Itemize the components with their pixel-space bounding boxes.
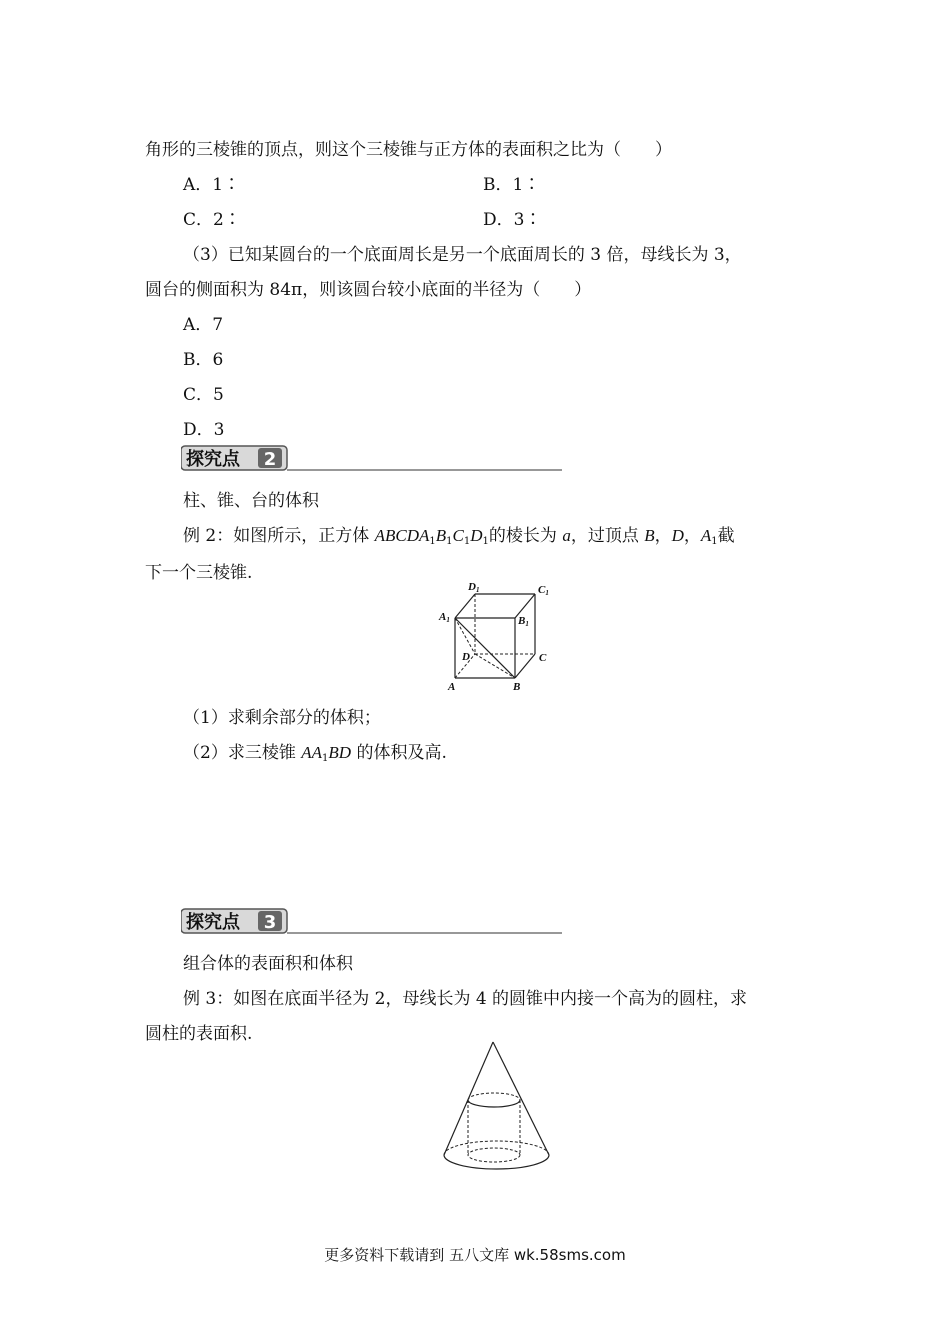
footer-text: 更多资料下载请到 五八文库 wk.58sms.com — [324, 1246, 626, 1264]
label-A1: A1 — [439, 611, 450, 624]
label-A: A — [448, 681, 456, 693]
q3-option-d: D．3 — [183, 420, 225, 440]
q2-option-b: B．1∶ — [483, 175, 541, 195]
example2-q1: （1）求剩余部分的体积； — [183, 708, 381, 728]
example2-line1: 例 2：如图所示，正方体 $ABCDA_1B_1C_1D_1$的棱长为 a，过顶点 B，D，$A_1$截 — [183, 526, 735, 547]
label-B: B — [513, 681, 521, 693]
cube-figure — [430, 578, 560, 703]
section-tag-number: 2 — [263, 449, 277, 470]
section-tag-number: 3 — [263, 912, 277, 933]
label-D: D — [462, 651, 470, 663]
label-C: C — [539, 652, 547, 664]
section-tag-3 — [181, 906, 563, 936]
q3-stem-line1: （3）已知某圆台的一个底面周长是另一个底面周长的 3 倍，母线长为 3， — [183, 245, 742, 265]
section2-title: 柱、锥、台的体积 — [183, 491, 319, 511]
example3-line2: 圆柱的表面积. — [145, 1024, 253, 1044]
q2-option-c: C．2∶ — [183, 210, 241, 230]
section-tag-2 — [181, 443, 563, 473]
section3-title: 组合体的表面积和体积 — [183, 954, 353, 974]
q2-stem: 角形的三棱锥的顶点，则这个三棱锥与正方体的表面积之比为（ ） — [145, 140, 672, 160]
cone-cylinder-figure — [436, 1038, 556, 1183]
label-B1: B1 — [518, 615, 529, 628]
q3-stem-line2: 圆台的侧面积为 84π，则该圆台较小底面的半径为（ ） — [145, 280, 592, 300]
q2-option-a: A．1∶ — [183, 175, 241, 195]
q3-option-c: C．5 — [183, 385, 224, 405]
q3-option-a: A．7 — [183, 315, 224, 335]
label-D1: D1 — [468, 581, 480, 594]
q2-option-d: D．3∶ — [483, 210, 542, 230]
section-tag-label: 探究点 — [186, 449, 240, 470]
example2-q2: （2）求三棱锥 $AA_1BD$ 的体积及高. — [183, 743, 447, 764]
q3-option-b: B．6 — [183, 350, 224, 370]
example3-line1: 例 3：如图在底面半径为 2，母线长为 4 的圆锥中内接一个高为的圆柱，求 — [183, 989, 748, 1009]
example2-line2: 下一个三棱锥. — [145, 563, 253, 583]
label-C1: C1 — [538, 584, 549, 597]
section-tag-label: 探究点 — [186, 912, 240, 933]
